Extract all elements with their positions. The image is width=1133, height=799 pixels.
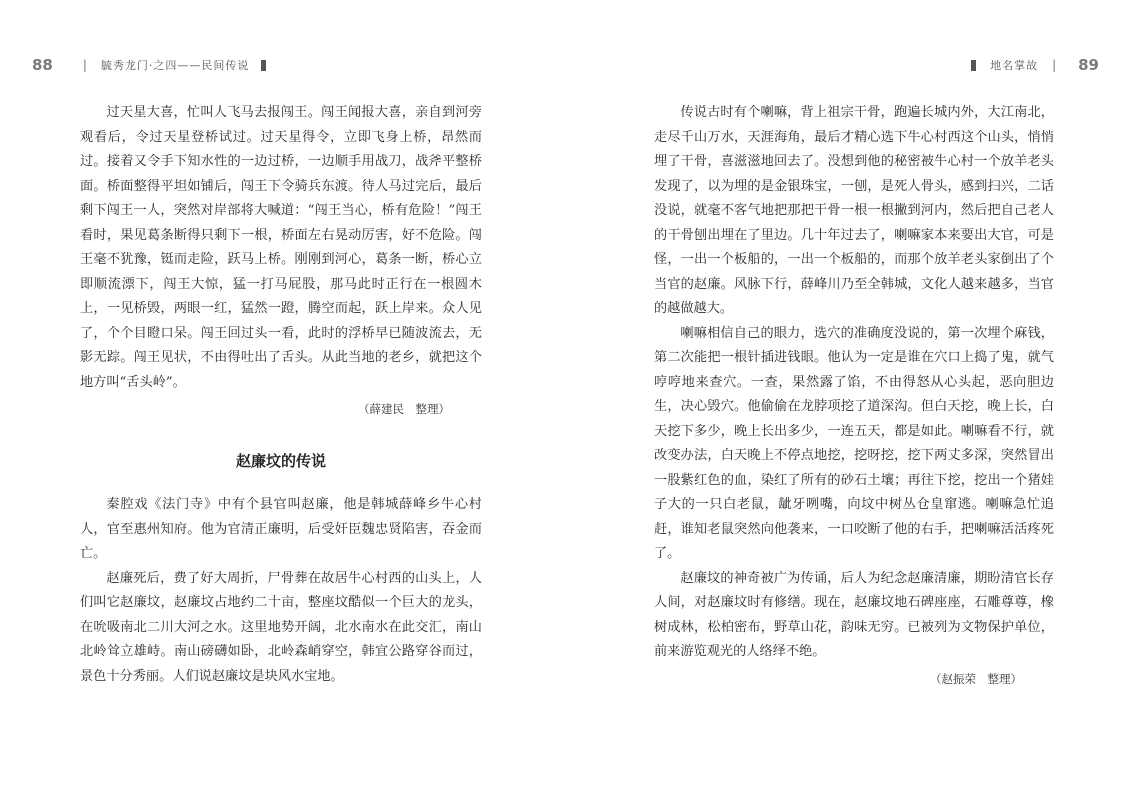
body-paragraph: 秦腔戏《法门寺》中有个县官叫赵廉，他是韩城薛峰乡牛心村人，官至惠州知府。他为官清正廉明，后受奸臣魏忠贤陷害，吞金而亡。 (80, 497, 482, 561)
editor-credit: （薛建民 整理） (358, 402, 450, 416)
left-page-header (32, 54, 266, 76)
header-separator: | (1052, 58, 1057, 72)
right-page-header (971, 54, 1099, 76)
left-page-number: 88 (32, 56, 53, 74)
left-page-body (80, 101, 482, 689)
header-square-marker (261, 60, 266, 71)
right-page-number: 89 (1078, 56, 1099, 74)
header-separator: | (82, 58, 87, 72)
right-running-title: 地名掌故 (990, 59, 1039, 72)
editor-credit: （赵振荣 整理） (930, 671, 1022, 686)
body-paragraph: 喇嘛相信自己的眼力，选穴的准确度没说的，第一次埋个麻钱，第二次能把一根针插进钱眼。他认为一定是谁在穴口上捣了鬼，就气哼哼地来查穴。一查，果然露了馅，不由得怒从心头起，恶向胆边生，决心毁穴。他偷偷在龙脖项挖了道深沟。但白天挖，晚上长，白天挖下多少，晚上长出多少，一连五天，都是如此。喇嘛看不行，就改变办法，白天晚上不停点地挖，挖呀挖，挖下两丈多深，突然冒出一股紫红色的血，染红了所有的砂石土壤；再往下挖，挖出一个猪娃子大的一只白老鼠，龇牙咧嘴，向坟中树丛仓皇窜逃。喇嘛急忙追赶，谁知老鼠突然向他袭来，一口咬断了他的右手，把喇嘛活活疼死了。 (654, 325, 1054, 561)
body-paragraph: 赵廉坟的神奇被广为传诵，后人为纪念赵廉清廉，期盼清官长存人间，对赵廉坟时有修缮。现在，赵廉坟地石碑座座，石雕尊尊，橡树成林，松柏密布，野草山花，韵味无穷。已被列为文物保护单位，前来游览观光的人络绎不绝。 (654, 570, 1054, 659)
right-page-body (654, 101, 1054, 691)
body-paragraph: 传说古时有个喇嘛，背上祖宗干骨，跑遍长城内外，大江南北，走尽千山万水，天涯海角，最后才精心选下牛心村西这个山头，悄悄埋了干骨，喜滋滋地回去了。没想到他的秘密被牛心村一个放羊老头发现了，以为埋的是金银珠宝，一刨，是死人骨头，感到扫兴，二话没说，就毫不客气地把那把干骨一根一根撇到河内，然后把自己老人的干骨刨出埋在了里边。几十年过去了，喇嘛家本来要出大官，可是怪，一出一个板船的，一出一个板船的，而那个放羊老头家倒出了个当官的赵廉。风脉下行，薛峰川乃至全韩城，文化人越来越多，当官的越做越大。 (654, 105, 1054, 316)
left-running-title: 毓秀龙门·之四——民间传说 (100, 59, 250, 72)
body-paragraph: 赵廉死后，费了好大周折，尸骨葬在故居牛心村西的山头上，人们叫它赵廉坟，赵廉坟占地约二十亩，整座坟酷似一个巨大的龙头，在吮吸南北二川大河之水。这里地势开阔，北水南水在此交汇，南山北岭耸立雄峙。南山磅礴如卧，北岭森峭穿空，韩宜公路穿谷而过，景色十分秀丽。人们说赵廉坟是块风水宝地。 (80, 570, 482, 684)
section-title: 赵廉坟的传说 (235, 451, 326, 470)
body-paragraph: 过天星大喜，忙叫人飞马去报闯王。闯王闻报大喜，亲自到河旁观看后，令过天星登桥试过。过天星得令，立即飞身上桥，昂然而过。接着又令手下知水性的一边过桥，一边顺手用战刀，战斧平整桥面。桥面整得平坦如铺后，闯王下令骑兵东渡。待人马过完后，最后剩下闯王一人，突然对岸部将大喊道：“闯王当心，桥有危险！”闯王看时，果见葛条断得只剩下一根，桥面左右晃动厉害，好不危险。闯王毫不犹豫，铤而走险，跃马上桥。刚刚到河心，葛条一断，桥心立即顺流漂下，闯王大惊，猛一打马屁股，那马此时正行在一根圆木上，一见桥毁，两眼一红，猛然一蹬，腾空而起，跃上岸来。众人见了，个个目瞪口呆。闯王回过头一看，此时的浮桥早已随波流去，无影无踪。闯王见状，不由得吐出了舌头。从此当地的老乡，就把这个地方叫“舌头岭”。 (80, 105, 482, 390)
header-square-marker (971, 60, 976, 71)
